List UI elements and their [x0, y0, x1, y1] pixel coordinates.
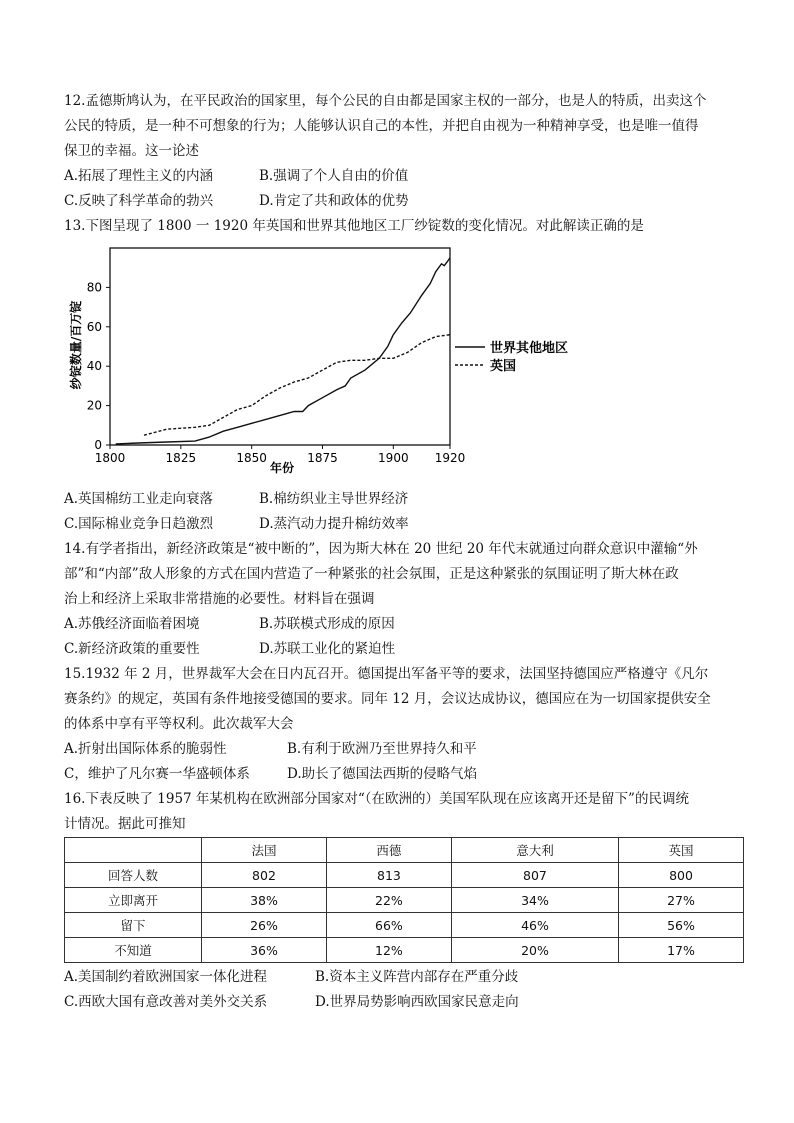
x-tick-label: 1850 — [236, 451, 267, 465]
table-cell: 27% — [619, 888, 744, 913]
table-cell: 26% — [202, 913, 327, 938]
table-cell: 36% — [202, 938, 327, 963]
table-header-cell — [65, 838, 202, 863]
table-header-cell: 西德 — [326, 838, 451, 863]
q15-option-c: C，维护了凡尔赛一华盛顿体系 — [64, 766, 250, 782]
table-header-cell: 英国 — [619, 838, 744, 863]
legend-label-2: 英国 — [490, 359, 517, 374]
q16-option-d: D.世界局势影响西欧国家民意走向 — [315, 994, 519, 1010]
q14-option-a: A.苏俄经济面临着困境 — [64, 616, 200, 632]
q13-option-c: C.国际棉业竞争日趋激烈 — [64, 516, 214, 532]
q15-stem-line-1: 15.1932 年 2 月，世界裁军大会在日内瓦召开。德国提出军备平等的要求，法国坚持德国应严格遵守《凡尔 — [64, 666, 709, 682]
y-tick-label: 60 — [86, 319, 102, 334]
q13-option-d: D.蒸汽动力提升棉纺效率 — [259, 516, 409, 532]
x-tick-label: 1875 — [307, 451, 338, 465]
table-cell: 800 — [619, 863, 744, 888]
table-header-cell: 法国 — [202, 838, 327, 863]
y-tick-label: 80 — [86, 280, 102, 295]
table-row — [65, 863, 744, 888]
spindle-line-chart — [60, 240, 620, 480]
q12-option-b: B.强调了个人自由的价值 — [259, 168, 409, 184]
q16-option-c: C.西欧大国有意改善对美外交关系 — [64, 994, 268, 1010]
table-row — [65, 938, 744, 963]
q14-stem-line-1: 14.有学者指出，新经济政策是“被中断的”，因为斯大林在 20 世纪 20 年代末就通过向群众意识中灌输“外 — [64, 541, 698, 557]
table-cell: 46% — [451, 913, 618, 938]
table-header-cell: 意大利 — [451, 838, 618, 863]
q15-stem-line-3: 的体系中享有平等权利。此次裁军大会 — [64, 716, 294, 732]
q16-stem-line-1: 16.下表反映了 1957 年某机构在欧洲部分国家对“（在欧洲的）美国军队现在应该离开还是留下”的民调统 — [64, 791, 689, 807]
q16-option-a: A.美国制约着欧洲国家一体化进程 — [64, 969, 268, 985]
table-cell: 807 — [451, 863, 618, 888]
q14-option-b: B.苏联模式形成的原因 — [259, 616, 395, 632]
y-tick-label: 20 — [86, 398, 102, 413]
x-tick-label: 1900 — [378, 451, 409, 465]
y-axis-label: 纱锭数量/百万锭 — [69, 300, 83, 390]
series-line-1 — [116, 258, 450, 444]
legend-label-1: 世界其他地区 — [490, 341, 569, 356]
q14-stem-line-2: 部”和“内部”敌人形象的方式在国内营造了一种紧张的社会氛围，正是这种紧张的氛围证明了斯大林在政 — [64, 566, 679, 582]
series-line-2 — [144, 335, 450, 436]
q15-option-d: D.助长了德国法西斯的侵略气焰 — [287, 766, 478, 782]
table-cell: 12% — [326, 938, 451, 963]
y-tick-label: 0 — [94, 438, 102, 452]
q16-option-b: B.资本主义阵营内部存在严重分歧 — [315, 969, 519, 985]
q13-option-a: A.英国棉纺工业走向衰落 — [64, 491, 214, 507]
q12-option-d: D.肯定了共和政体的优势 — [259, 193, 409, 209]
q14-option-c: C.新经济政策的重要性 — [64, 641, 200, 657]
q15-option-b: B.有利于欧洲乃至世界持久和平 — [287, 741, 477, 757]
table-row — [65, 913, 744, 938]
table-cell: 802 — [202, 863, 327, 888]
q13-option-b: B.棉纺织业主导世界经济 — [259, 491, 409, 507]
table-cell: 34% — [451, 888, 618, 913]
poll-table — [64, 837, 744, 963]
x-tick-label: 1825 — [165, 451, 197, 465]
table-cell: 38% — [202, 888, 327, 913]
table-cell: 回答人数 — [65, 863, 202, 888]
q15-option-a: A.折射出国际体系的脆弱性 — [64, 741, 227, 757]
q14-option-d: D.苏联工业化的紧迫性 — [259, 641, 396, 657]
x-tick-label: 1920 — [434, 451, 466, 465]
table-cell: 22% — [326, 888, 451, 913]
x-axis-label: 年份 — [269, 461, 295, 475]
y-tick-label: 40 — [86, 359, 102, 374]
q12-stem-line-3: 保卫的幸福。这一论述 — [64, 143, 199, 159]
q14-stem-line-3: 治上和经济上采取非常措施的必要性。材料旨在强调 — [64, 591, 375, 607]
table-header-row — [65, 838, 744, 863]
x-tick-label: 1800 — [94, 451, 126, 465]
q15-stem-line-2: 赛条约》的规定，英国有条件地接受德国的要求。同年 12 月，会议达成协议，德国应在为一切国家提供安全 — [64, 691, 711, 707]
table-cell: 813 — [326, 863, 451, 888]
q12-stem-line-1: 12.孟德斯鸠认为，在平民政治的国家里，每个公民的自由都是国家主权的一部分，也是人的特质，出卖这个 — [64, 93, 707, 109]
q12-stem-line-2: 公民的特质，是一种不可想象的行为；人能够认识自己的本性，并把自由视为一种精神享受，也是唯一值得 — [64, 118, 699, 134]
table-cell: 留下 — [65, 913, 202, 938]
q12-option-a: A.拓展了理性主义的内涵 — [64, 168, 214, 184]
table-cell: 不知道 — [65, 938, 202, 963]
table-cell: 17% — [619, 938, 744, 963]
table-cell: 66% — [326, 913, 451, 938]
q12-option-c: C.反映了科学革命的勃兴 — [64, 193, 214, 209]
table-row — [65, 888, 744, 913]
table-cell: 20% — [451, 938, 618, 963]
q13-stem-line-1: 13.下图呈现了 1800 一 1920 年英国和世界其他地区工厂纱锭数的变化情况。对此解读正确的是 — [64, 218, 644, 234]
table-cell: 立即离开 — [65, 888, 202, 913]
q16-stem-line-2: 计情况。据此可推知 — [64, 816, 186, 832]
table-cell: 56% — [619, 913, 744, 938]
